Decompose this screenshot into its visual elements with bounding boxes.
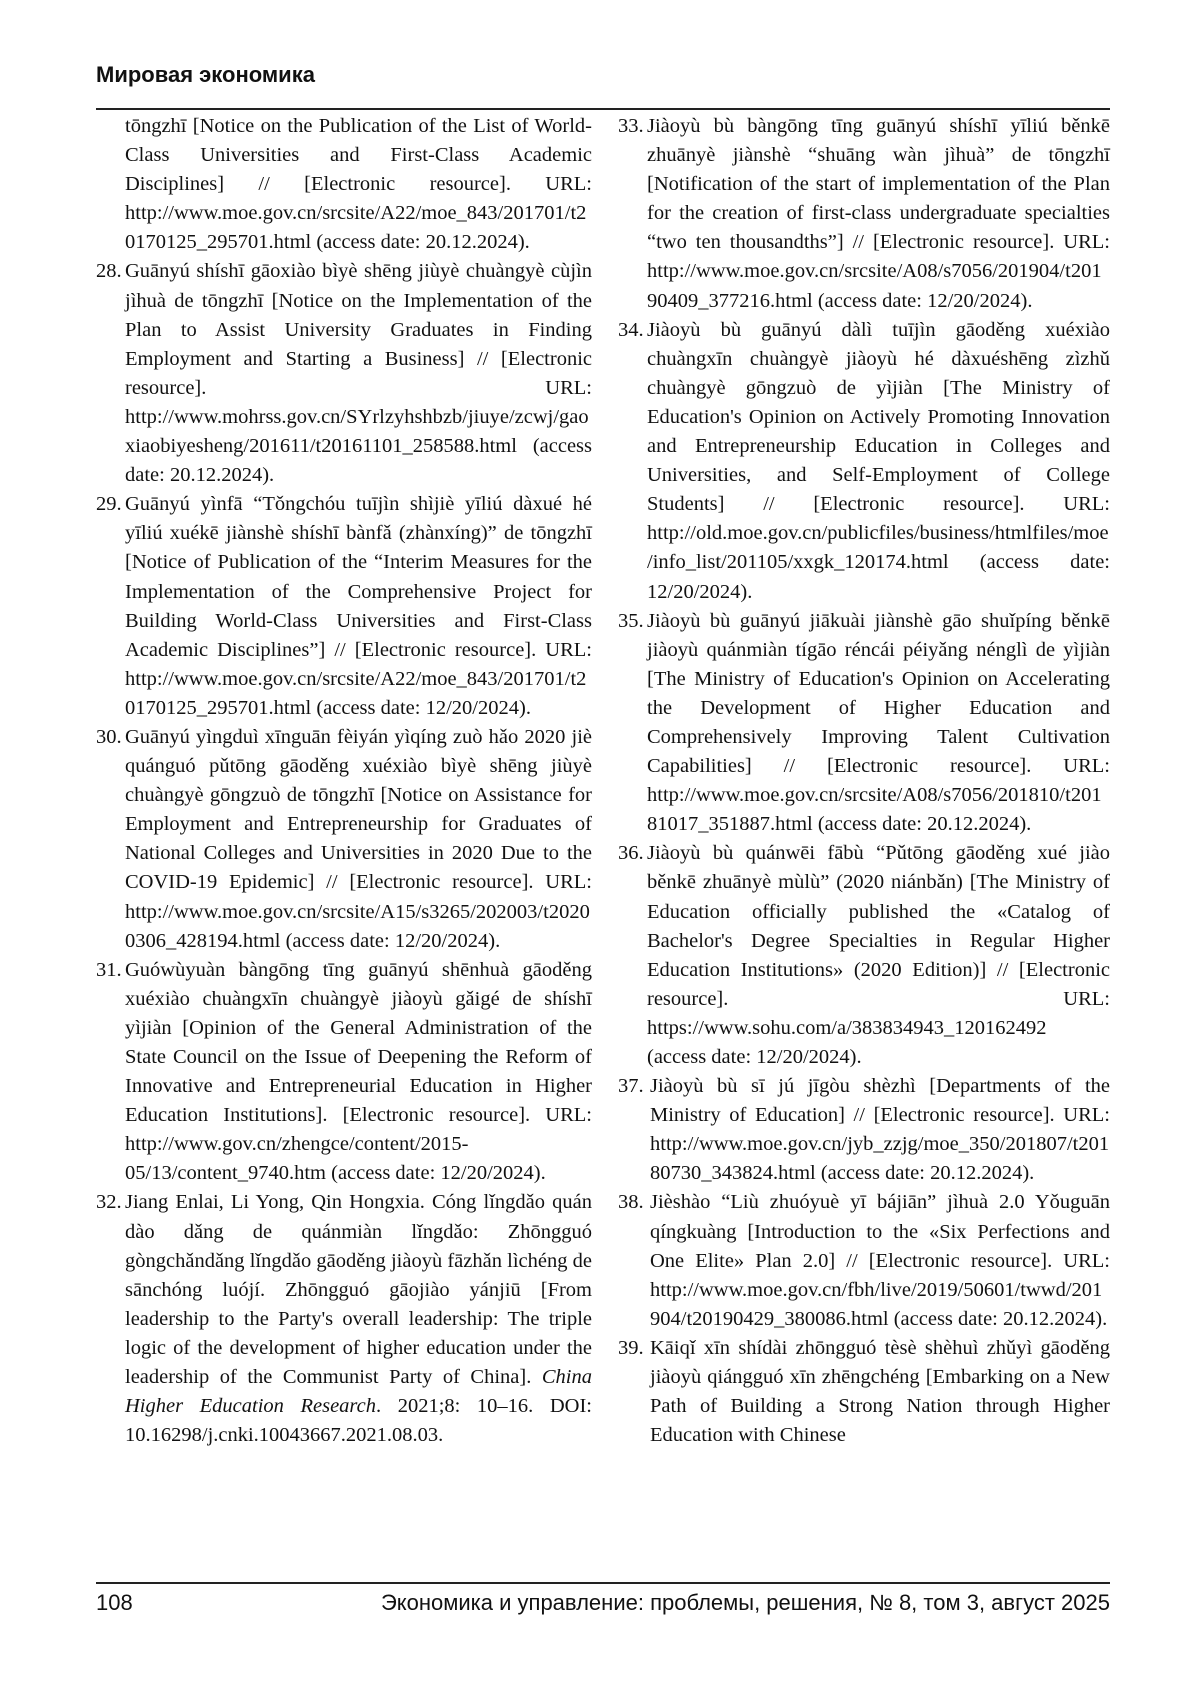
reference-number: 31.	[96, 958, 122, 981]
reference-item	[618, 1334, 1110, 1450]
reference-number: 35.	[618, 609, 644, 632]
reference-text: Jiàoyù bù guānyú jiākuài jiànshè gāo shuǐpíng běnkē jiàoyù quánmiàn tígāo réncái péiyǎng nénglì de yìjiàn [The Ministry of Education's Opinion on Accelerating the Development of Higher Education and Comprehensively Improving Talent Cultivation Capabilities] // [Electronic resource]. URL: http://www.moe.gov.cn/srcsite/A08/s7056/201810/t20181017_351887.html (access date: 20.12.2024).	[647, 609, 1110, 836]
reference-item	[96, 112, 592, 257]
reference-text: Jièshào “Liù zhuóyuè yī bájiān” jìhuà 2.0 Yǒuguān qíngkuàng [Introduction to the «Six Perfections and One Elite» Plan 2.0] // [Electronic resource]. URL: http://www.moe.gov.cn/fbh/live/2019/50601/twwd/201904/t20190429_380086.html (access date: 20.12.2024).	[650, 1191, 1110, 1330]
reference-text: Jiàoyù bù guānyú dàlì tuījìn gāoděng xuéxiào chuàngxīn chuàngyè jiàoyù hé dàxuéshēng zìzhǔ chuàngyè gōngzuò de yìjiàn [The Ministry of Education's Opinion on Actively Promoting Innovation and Entrepreneurship Education in Colleges and Universities, and Self-Employment of College Students] // [Electronic resource]. URL: http://old.moe.gov.cn/publicfiles/business/htmlfiles/moe/info_list/201105/xxgk_120174.html (access date: 12/20/2024).	[647, 318, 1110, 603]
reference-text: Guānyú yìnfā “Tǒngchóu tuījìn shìjiè yīliú dàxué hé yīliú xuékē jiànshè shíshī bànfǎ (zhànxíng)” de tōngzhī [Notice of Publication of the “Interim Measures for the Implementation of the Comprehensive Project for Building World-Class Universities and First-Class Academic Disciplines”] // [Electronic resource]. URL: http://www.moe.gov.cn/srcsite/A22/moe_843/201701/t20170125_295701.html (access date: 12/20/2024).	[125, 493, 592, 719]
reference-item	[618, 839, 1110, 1072]
reference-number: 38.	[618, 1191, 644, 1214]
references-column-left	[96, 112, 592, 1450]
reference-item	[618, 1072, 1110, 1188]
reference-item	[96, 1188, 592, 1450]
reference-text-tail: . 2021;8: 10–16. DOI: 10.16298/j.cnki.10043667.2021.08.03.	[125, 1395, 592, 1447]
reference-number: 37.	[618, 1075, 644, 1098]
reference-number: 30.	[96, 725, 122, 748]
reference-text: tōngzhī [Notice on the Publication of the List of World-Class Universities and First-Class Academic Disciplines] // [Electronic resource]. URL: http://www.moe.gov.cn/srcsite/A22/moe_843/201701/t20170125_295701.html (access date: 20.12.2024).	[125, 115, 592, 254]
reference-text: Jiang Enlai, Li Yong, Qin Hongxia. Cóng lǐngdǎo quán dào dǎng de quánmiàn lǐngdǎo: Zhōngguó gòngchǎndǎng lǐngdǎo gāoděng jiàoyù fāzhǎn lìchéng de sānchóng luójí. Zhōngguó gāojiào yánjiū [From leadership to the Party's overall leadership: The triple logic of the development of higher education under the leadership of the Communist Party of China].	[125, 1191, 592, 1389]
reference-text: Jiàoyù bù bàngōng tīng guānyú shíshī yīliú běnkē zhuānyè jiànshè “shuāng wàn jìhuà” de tōngzhī [Notification of the start of implementation of the Plan for the creation of first-class undergraduate specialties “two ten thousandths”] // [Electronic resource]. URL: http://www.moe.gov.cn/srcsite/A08/s7056/201904/t20190409_377216.html (access date: 12/20/2024).	[647, 115, 1110, 312]
reference-number: 34.	[618, 318, 644, 341]
reference-number: 39.	[618, 1336, 644, 1359]
reference-item	[96, 723, 592, 956]
footer-rule	[96, 1582, 1110, 1584]
journal-title: China Higher Education Research	[125, 1366, 592, 1418]
reference-item	[618, 316, 1110, 607]
reference-item	[96, 956, 592, 1189]
reference-item	[618, 1188, 1110, 1333]
reference-text: Guānyú yìngduì xīnguān fèiyán yìqíng zuò hǎo 2020 jiè quánguó pǔtōng gāoděng xuéxiào bìyè shēng jiùyè chuàngyè gōngzuò de tōngzhī [Notice on Assistance for Employment and Entrepreneurship for Graduates of National Colleges and Universities in 2020 Due to the COVID-19 Epidemic] // [Electronic resource]. URL: http://www.moe.gov.cn/srcsite/A15/s3265/202003/t20200306_428194.html (access date: 12/20/2024).	[125, 725, 592, 952]
reference-number: 33.	[618, 115, 644, 137]
reference-text: Jiàoyù bù quánwēi fābù “Pǔtōng gāoděng xué jiào běnkē zhuānyè mùlù” (2020 niánbǎn) [The Ministry of Education officially published the «Catalog of Bachelor's Degree Specialties in Regular Higher Education Institutions» (2020 Edition)] // [Electronic resource]. URL: https://www.sohu.com/a/383834943_120162492 (access date: 12/20/2024).	[647, 842, 1110, 1068]
reference-item	[96, 490, 592, 723]
references-column-right	[618, 112, 1110, 1450]
section-title: Мировая экономика	[96, 62, 315, 87]
reference-item	[618, 112, 1110, 316]
journal-info: Экономика и управление: проблемы, решения, № 8, том 3, август 2025	[380, 1590, 1110, 1615]
reference-number: 28.	[96, 260, 122, 283]
header-rule	[96, 108, 1110, 110]
reference-text: Guówùyuàn bàngōng tīng guānyú shēnhuà gāoděng xuéxiào chuàngxīn chuàngyè jiàoyù gǎigé de shíshī yìjiàn [Opinion of the General Administration of the State Council on the Issue of Deepening the Reform of Innovative and Entrepreneurial Education in Higher Education Institutions]. [Electronic resource]. URL: http://www.gov.cn/zhengce/content/2015-05/13/content_9740.htm (access date: 12/20/2024).	[125, 958, 592, 1185]
reference-number: 36.	[618, 842, 644, 865]
reference-text: Guānyú shíshī gāoxiào bìyè shēng jiùyè chuàngyè cùjìn jìhuà de tōngzhī [Notice on the Implementation of the Plan to Assist University Graduates in Finding Employment and Starting a Business] // [Electronic resource]. URL: http://www.mohrss.gov.cn/SYrlzyhshbzb/jiuye/zcwj/gaoxiaobiyesheng/201611/t20161101_258588.html (access date: 20.12.2024).	[125, 260, 592, 487]
reference-item	[618, 607, 1110, 840]
reference-number: 32.	[96, 1191, 122, 1214]
reference-item	[96, 257, 592, 490]
reference-text: Jiàoyù bù sī jú jīgòu shèzhì [Departments of the Ministry of Education] // [Electronic resource]. URL: http://www.moe.gov.cn/jyb_zzjg/moe_350/201807/t20180730_343824.html (access date: 20.12.2024).	[650, 1075, 1110, 1185]
reference-text: Kāiqǐ xīn shídài zhōngguó tèsè shèhuì zhǔyì gāoděng jiàoyù qiángguó xīn zhēngchéng [Embarking on a New Path of Building a Strong Nation through Higher Education with Chinese	[650, 1336, 1110, 1447]
reference-number: 29.	[96, 493, 122, 516]
page-number: 108	[96, 1590, 133, 1615]
